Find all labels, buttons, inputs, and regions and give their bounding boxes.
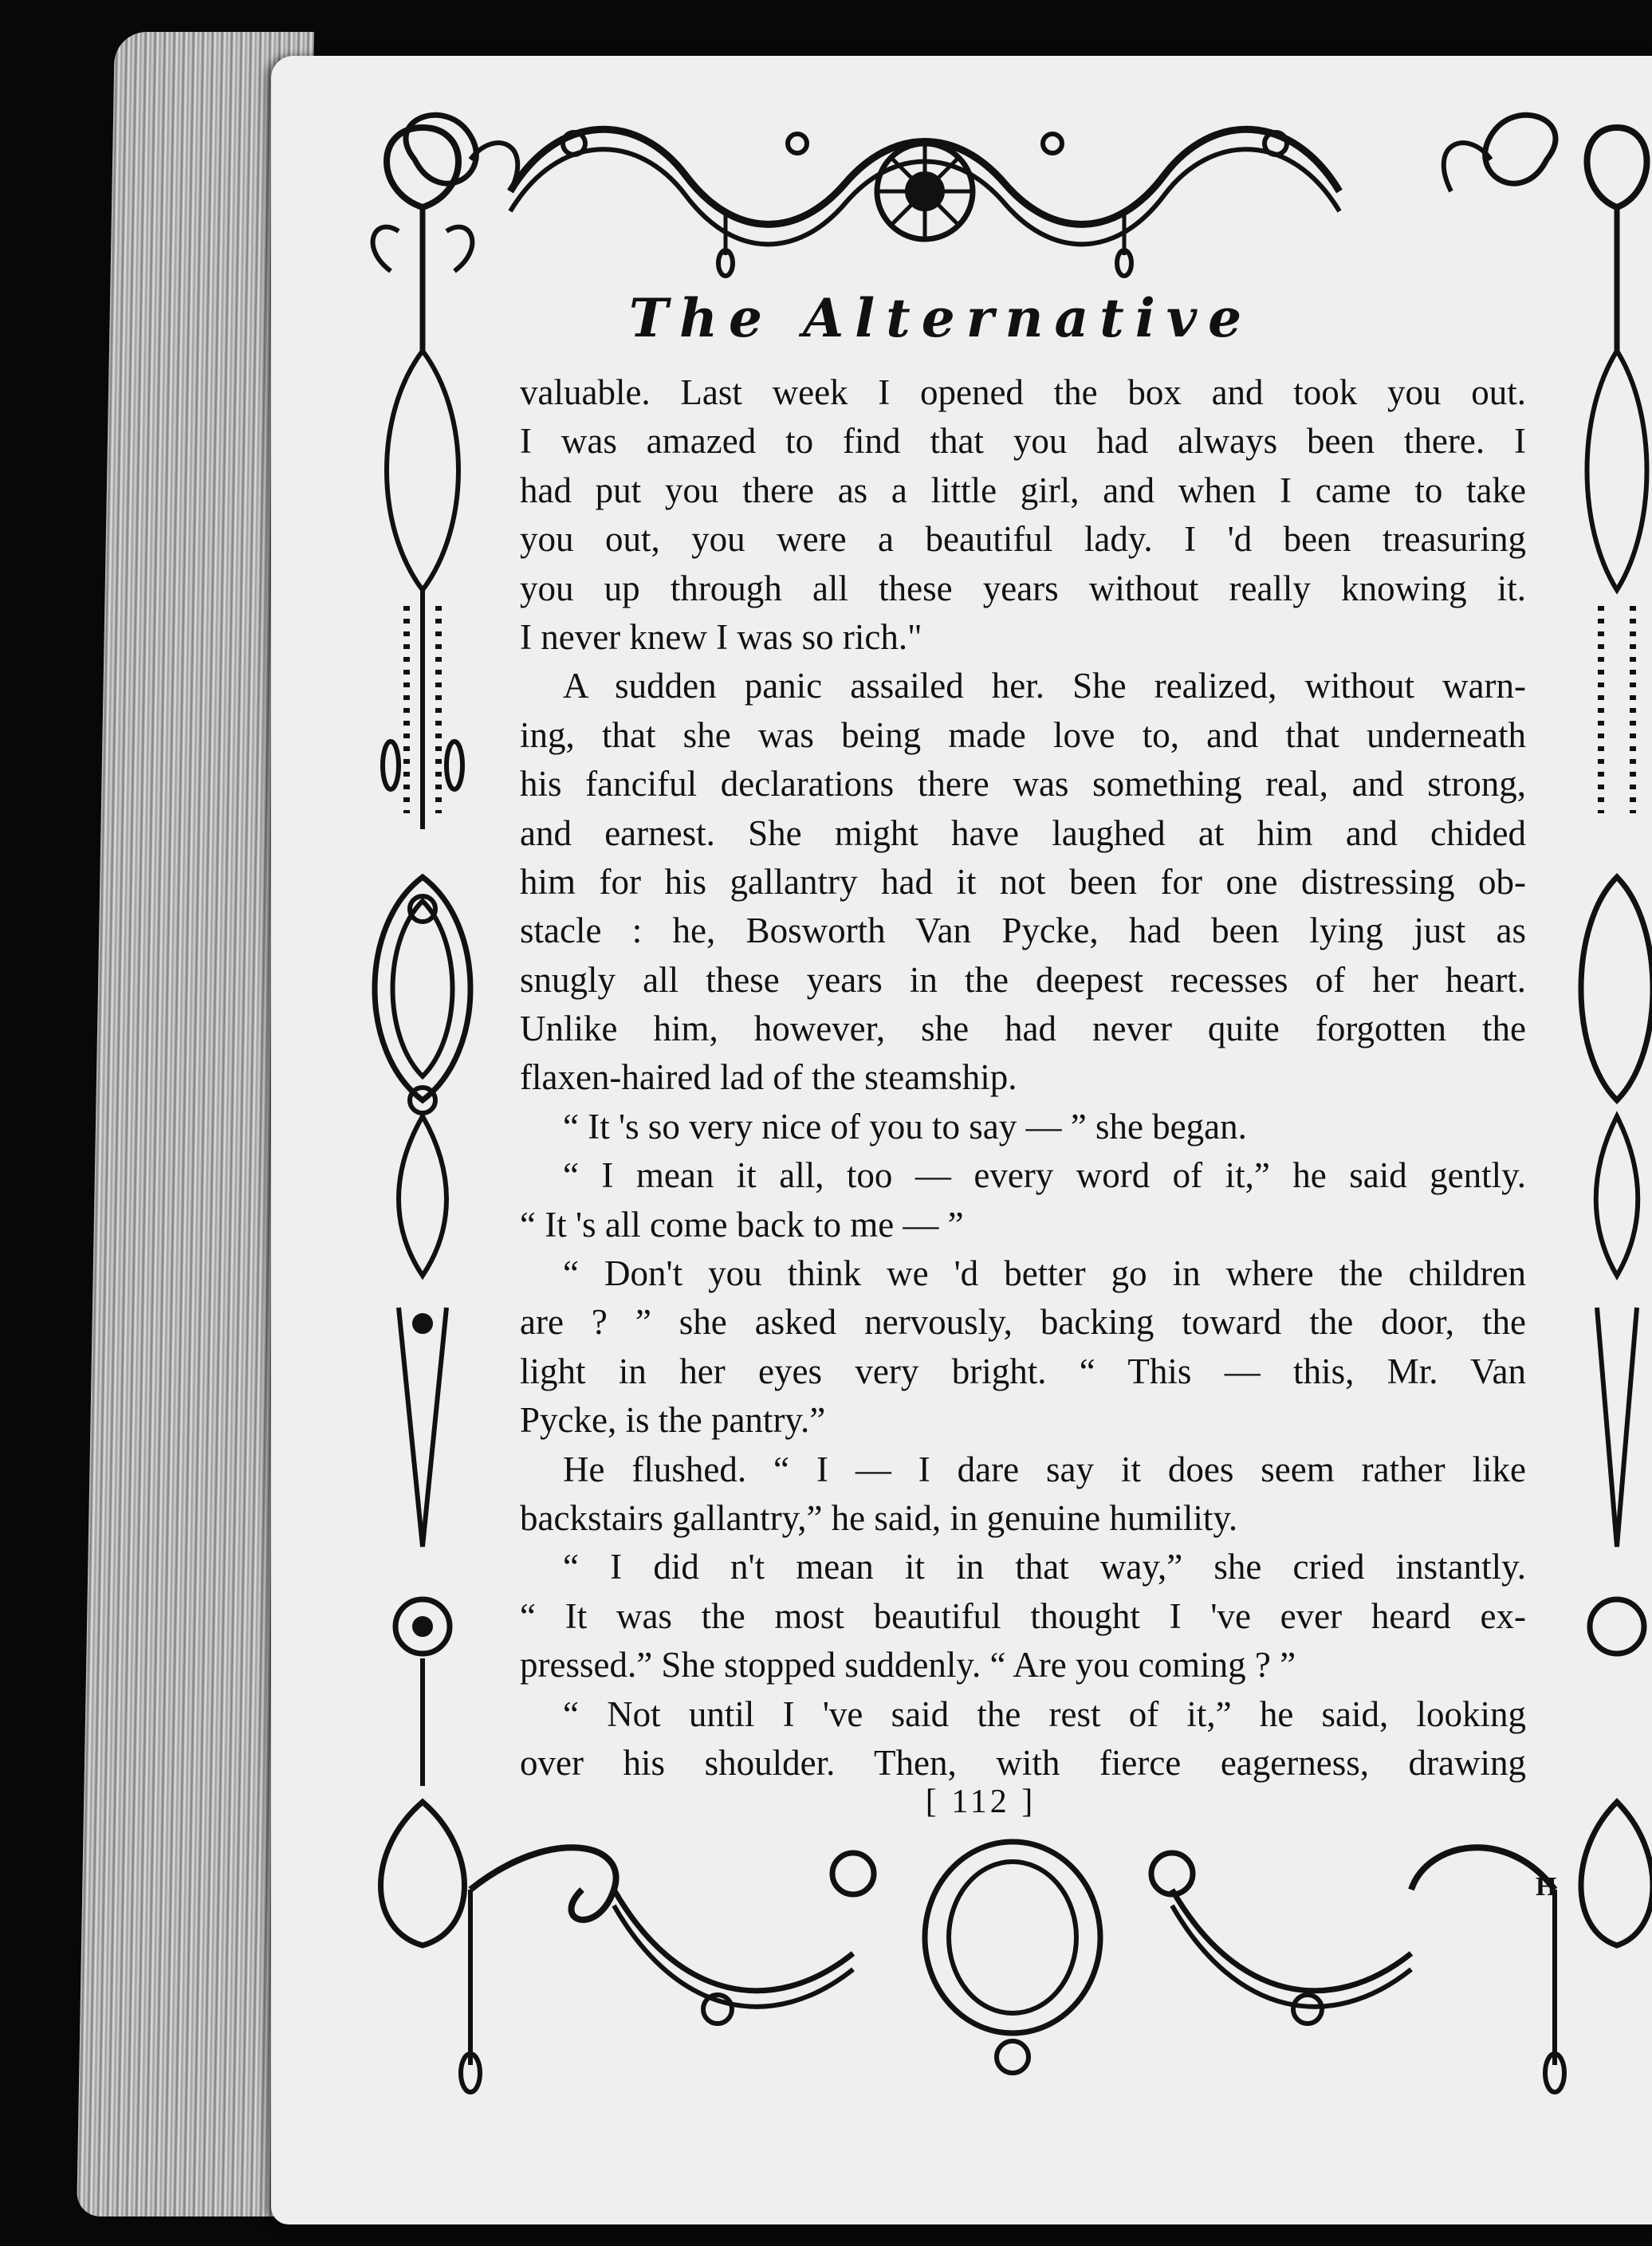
text-line: backstairs gallantry,” he said, in genuine humility. [520,1497,1238,1538]
text-line: He flushed. “ I — I dare say it does seem rather like [563,1449,1526,1489]
text-line: A sudden panic assailed her. She realized, without warn- [563,666,1526,706]
text-line: over his shoulder. Then, with fierce eagerness, drawing [520,1742,1526,1783]
text-line: flaxen-haired lad of the steamship. [520,1057,1017,1098]
text-line: light in her eyes very bright. “ This — this, Mr. Van [520,1351,1526,1391]
text-line: snugly all these years in the deepest recesses of her heart. [520,959,1526,1000]
text-line: “ I did n't mean it in that way,” she cried instantly. [563,1547,1526,1587]
text-line: ing, that she was being made love to, and that underneath [520,714,1526,755]
text-line: you out, you were a beautiful lady. I 'd been treasuring [520,519,1526,560]
text-line: pressed.” She stopped suddenly. “ Are you coming ? ” [520,1645,1296,1685]
text-line: you up through all these years without really knowing it. [520,568,1526,608]
text-line: “ Not until I 've said the rest of it,” he said, looking [563,1693,1526,1734]
text-line: “ It was the most beautiful thought I 've ever heard ex- [520,1595,1526,1636]
text-line: had put you there as a little girl, and when I came to take [520,470,1526,510]
text-line: him for his gallantry had it not been for one distressing ob- [520,861,1526,902]
running-head-title: The Alternative [628,287,1253,349]
text-line: “ I mean it all, too — every word of it,” he said gently. [563,1155,1526,1196]
body-text [520,368,1526,1788]
text-line: “ Don't you think we 'd better go in where the children [563,1253,1526,1294]
left-ornament-border [343,112,502,1945]
bottom-ornament-border [375,1826,1652,2097]
text-line: and earnest. She might have laughed at him and chided [520,812,1526,853]
text-line: Pycke, is the pantry.” [520,1400,826,1441]
text-line: stacle : he, Bosworth Van Pycke, had been lying just as [520,911,1526,951]
text-line: valuable. Last week I opened the box and took you out. [520,372,1526,412]
text-line: I was amazed to find that you had always been there. I [520,421,1526,462]
text-line: are ? ” she asked nervously, backing toward the door, the [520,1302,1526,1343]
text-line: his fanciful declarations there was something real, and strong, [520,764,1526,804]
text-line: I never knew I was so rich." [520,616,922,657]
text-line: “ It 's all come back to me — ” [520,1204,964,1245]
text-line: “ It 's so very nice of you to say — ” she began. [563,1106,1247,1147]
illustrator-monogram: H [1536,1872,1557,1902]
text-line: Unlike him, however, she had never quite forgotten the [520,1009,1526,1049]
top-ornament-border [351,96,1652,287]
right-ornament-border [1569,112,1652,1945]
page-number: [ 112 ] [925,1784,1036,1820]
